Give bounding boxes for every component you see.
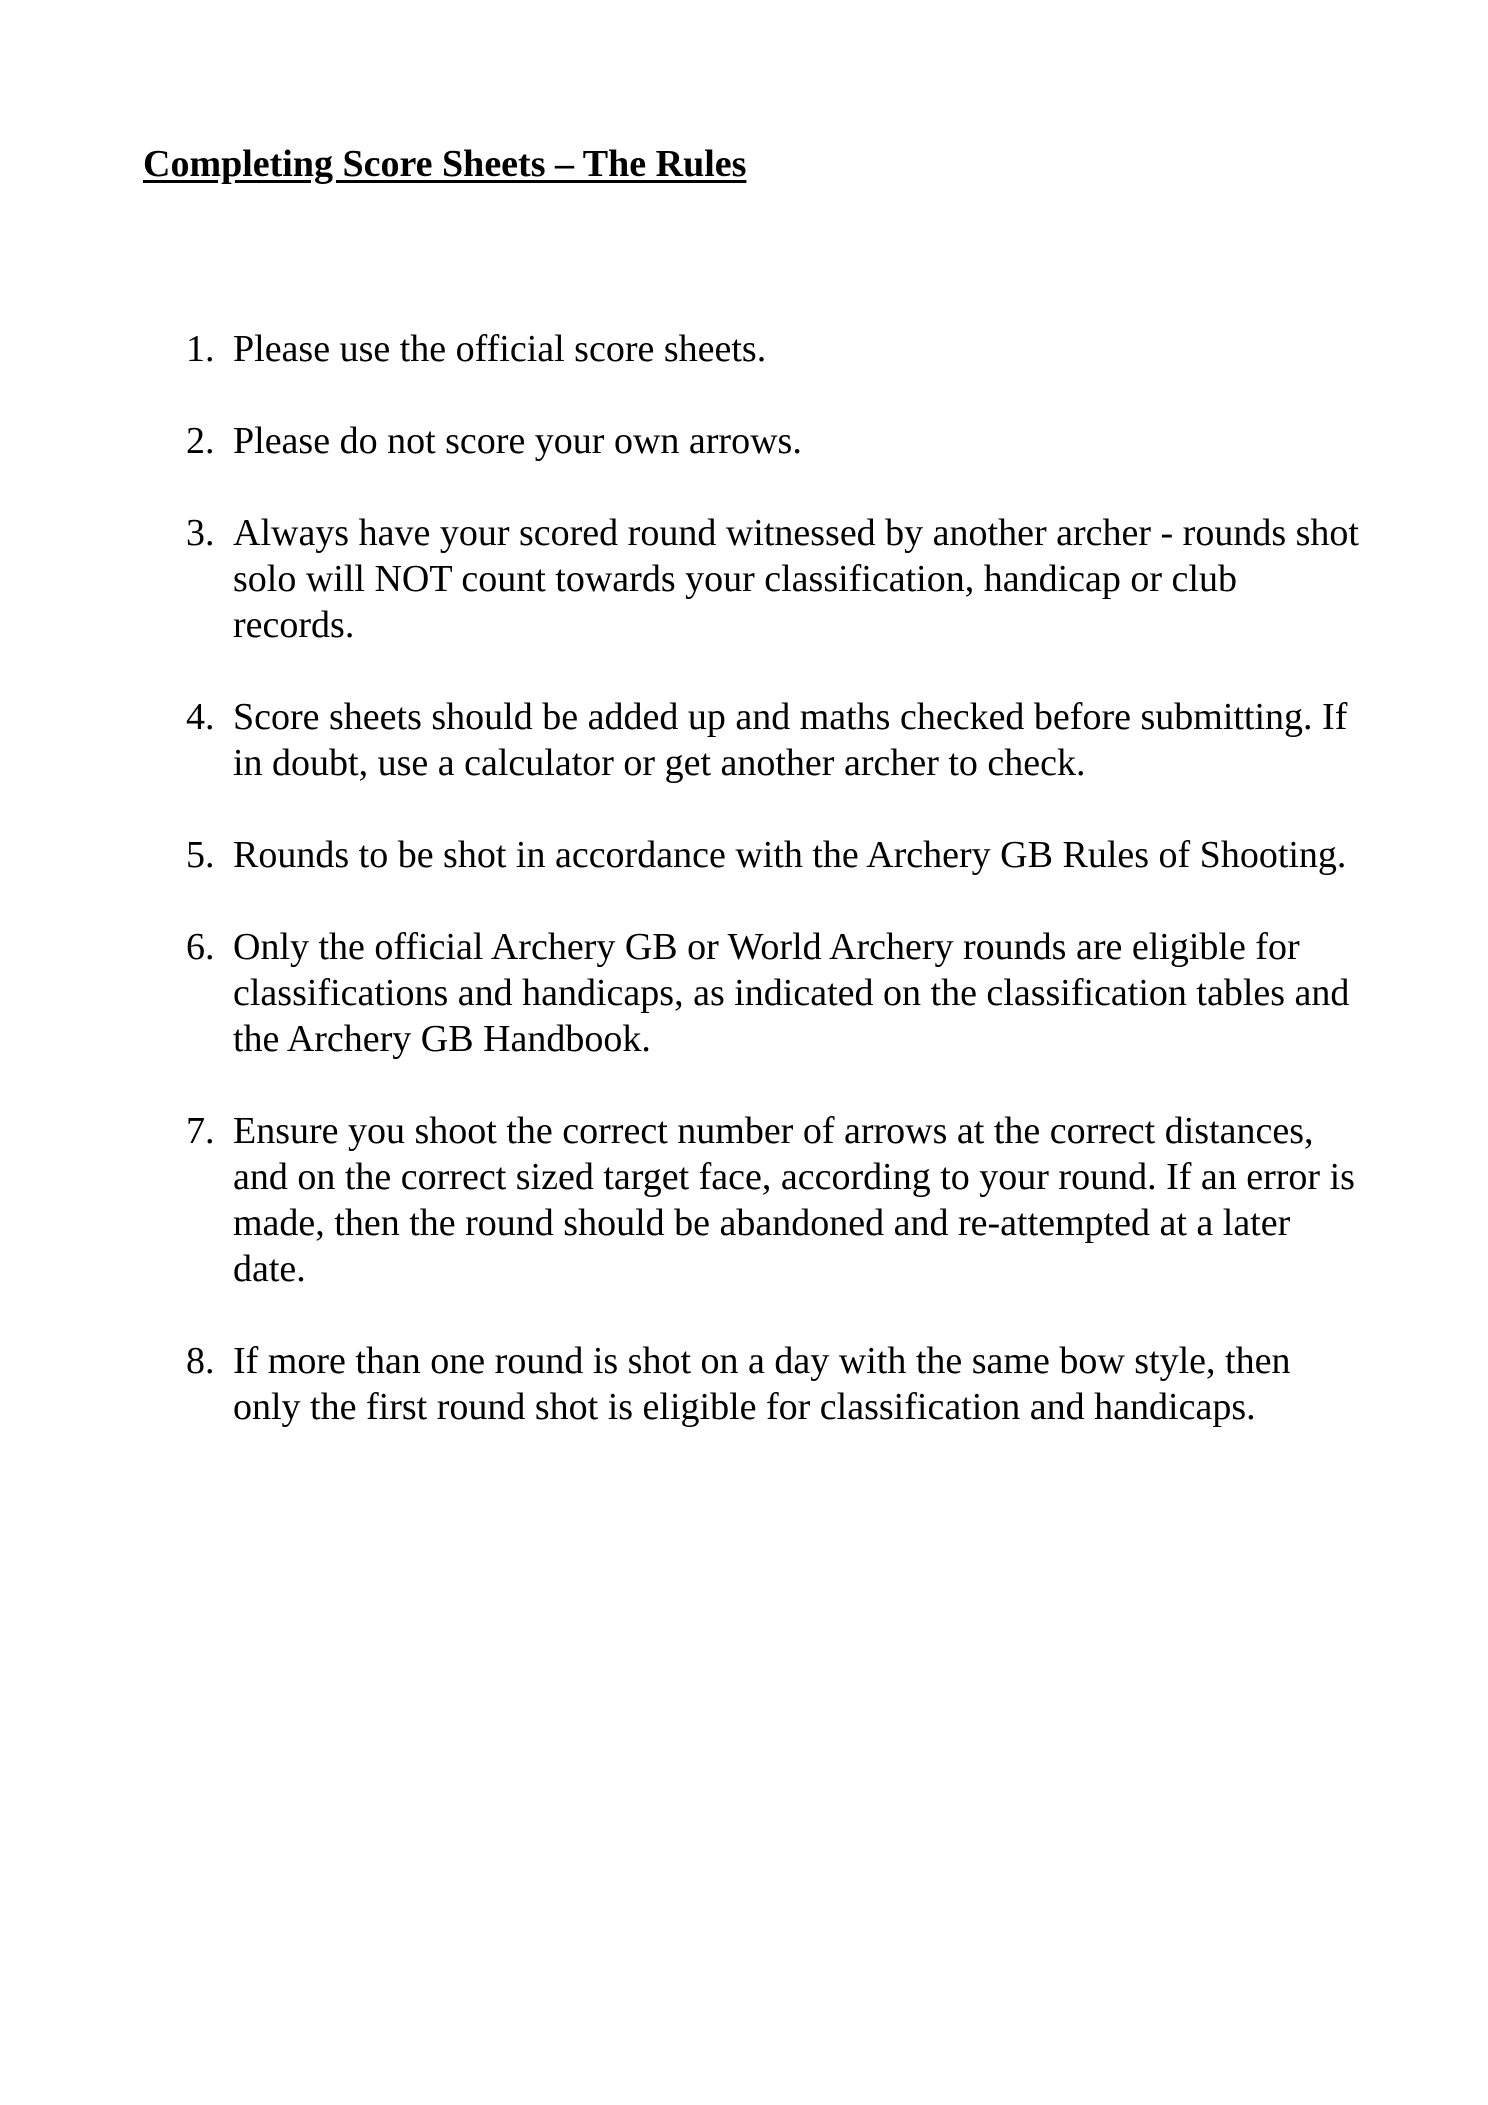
rule-item-6 [0, 924, 1363, 1062]
rule-number: 1. [186, 328, 215, 370]
rule-item-8 [0, 1338, 1363, 1430]
rule-number: 3. [186, 512, 215, 554]
rule-number: 2. [186, 420, 215, 462]
rule-number: 8. [186, 1340, 215, 1382]
rule-number: 6. [186, 926, 215, 968]
rule-text: Please do not score your own arrows. [233, 420, 802, 462]
rule-text: Always have your scored round witnessed by another archer - rounds shot solo will NOT count towards your classification, handicap or club records. [233, 512, 1359, 646]
rule-number: 4. [186, 696, 215, 738]
rule-number: 5. [186, 834, 215, 876]
rule-text: Please use the official score sheets. [233, 328, 767, 370]
rule-item-7 [0, 1108, 1363, 1292]
rules-list [0, 326, 1488, 1476]
rule-text: Rounds to be shot in accordance with the Archery GB Rules of Shooting. [233, 834, 1347, 876]
rule-item-1 [0, 326, 1363, 372]
rule-text: If more than one round is shot on a day with the same bow style, then only the first round shot is eligible for classification and handicaps. [233, 1340, 1291, 1428]
rule-item-5 [0, 832, 1363, 878]
document-title: Completing Score Sheets – The Rules [143, 143, 747, 185]
rule-item-3 [0, 510, 1363, 648]
rule-text: Ensure you shoot the correct number of arrows at the correct distances, and on the correct sized target face, according to your round. If an error is made, then the round should be abandoned and re-attempted at a later date. [233, 1110, 1355, 1290]
rule-number: 7. [186, 1110, 215, 1152]
rule-item-2 [0, 418, 1363, 464]
rule-text: Only the official Archery GB or World Archery rounds are eligible for classifications and handicaps, as indicated on the classification tables and the Archery GB Handbook. [233, 926, 1350, 1060]
rule-item-4 [0, 694, 1363, 786]
rule-text: Score sheets should be added up and maths checked before submitting. If in doubt, use a calculator or get another archer to check. [233, 696, 1348, 784]
